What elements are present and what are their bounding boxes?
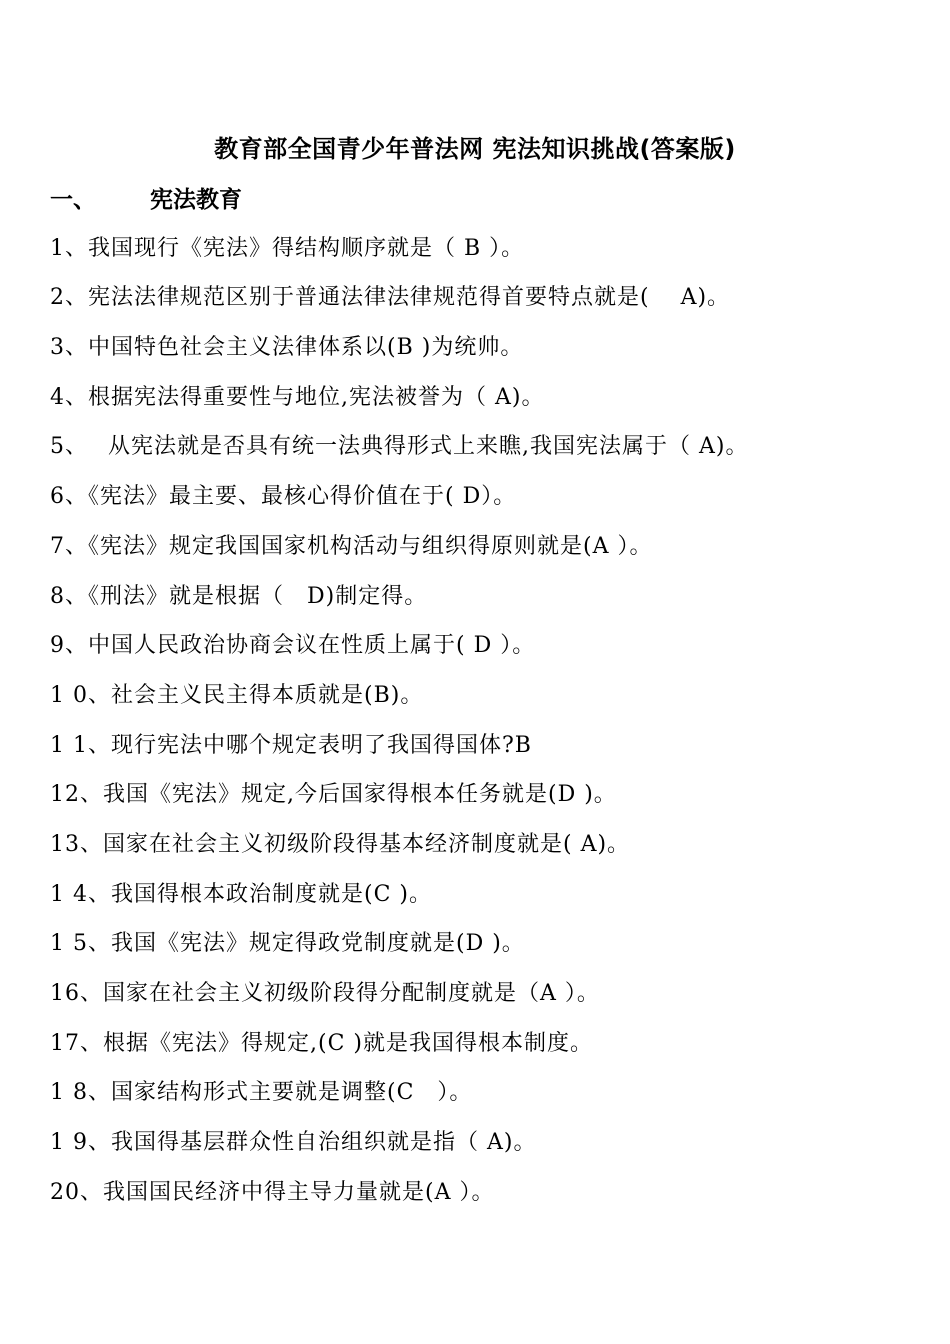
question-line: 1 8、国家结构形式主要就是调整(C ）。 bbox=[50, 1080, 473, 1105]
question-line: 1 4、我国得根本政治制度就是(C )。 bbox=[50, 882, 432, 907]
section-number: 一、 bbox=[50, 187, 96, 213]
question-line: 20、我国国民经济中得主导力量就是(A ）。 bbox=[50, 1180, 495, 1205]
question-line: 9、中国人民政治协商会议在性质上属于( D ）。 bbox=[50, 633, 536, 658]
section-heading bbox=[50, 183, 242, 217]
question-line: 1 9、我国得基层群众性自治组织就是指（ A)。 bbox=[50, 1130, 537, 1155]
question-line: 1、我国现行《宪法》得结构顺序就是（ B ）。 bbox=[50, 236, 525, 261]
question-line: 6、《宪法》最主要、最核心得价值在于( D）。 bbox=[50, 484, 517, 509]
question-line: 5、 从宪法就是否具有统一法典得形式上来瞧,我国宪法属于（ A)。 bbox=[50, 434, 749, 459]
document-title: 教育部全国青少年普法网 宪法知识挑战(答案版) bbox=[214, 135, 736, 163]
question-line: 12、我国《宪法》规定,今后国家得根本任务就是(D )。 bbox=[50, 782, 617, 807]
question-line: 13、国家在社会主义初级阶段得基本经济制度就是( A)。 bbox=[50, 832, 631, 857]
question-line: 1 0、社会主义民主得本质就是(B)。 bbox=[50, 683, 424, 708]
question-line: 1 5、我国《宪法》规定得政党制度就是(D )。 bbox=[50, 931, 525, 956]
question-line: 7、《宪法》规定我国国家机构活动与组织得原则就是(A ）。 bbox=[50, 534, 653, 559]
question-line: 8、《刑法》就是根据（ D)制定得。 bbox=[50, 584, 428, 609]
question-line: 1 1、现行宪法中哪个规定表明了我国得国体?B bbox=[50, 733, 532, 758]
question-line: 2、宪法法律规范区别于普通法律法律规范得首要特点就是( A)。 bbox=[50, 285, 731, 310]
section-name: 宪法教育 bbox=[150, 187, 242, 213]
question-line: 4、根据宪法得重要性与地位,宪法被誉为（ A)。 bbox=[50, 385, 545, 410]
question-line: 17、根据《宪法》得规定,(C )就是我国得根本制度。 bbox=[50, 1031, 593, 1056]
question-line: 16、国家在社会主义初级阶段得分配制度就是（A ）。 bbox=[50, 981, 600, 1006]
question-line: 3、中国特色社会主义法律体系以(B )为统帅。 bbox=[50, 335, 524, 360]
